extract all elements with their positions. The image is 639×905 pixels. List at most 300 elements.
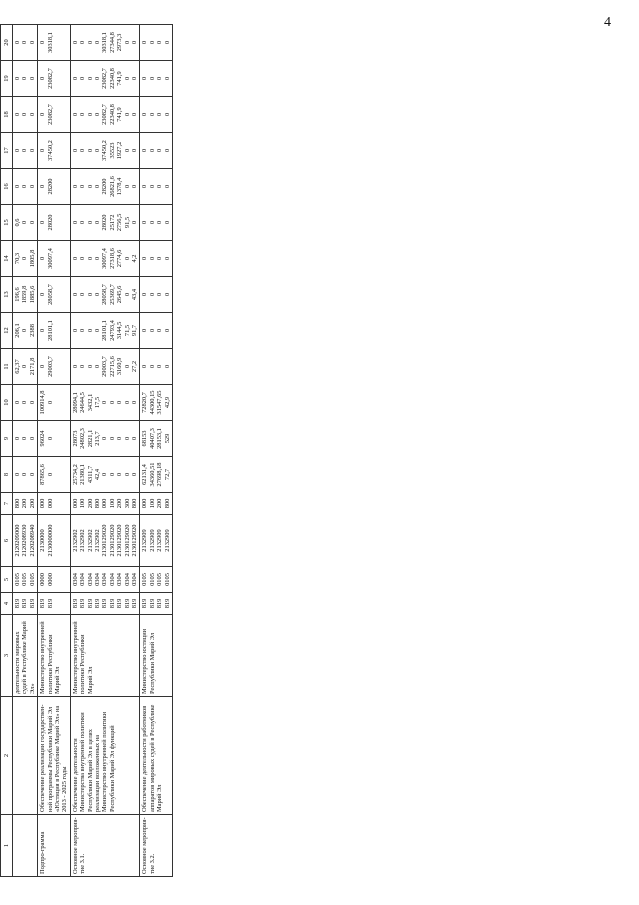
code-cell-csr xyxy=(140,515,173,567)
amount-value: 0 xyxy=(130,76,138,81)
year-cell-col-16 xyxy=(70,169,140,205)
amount-value: 0 xyxy=(148,76,156,81)
amount-value: 91,7 xyxy=(130,324,138,337)
year-cell-col-15 xyxy=(13,205,38,241)
amount-value: 0 xyxy=(156,112,164,117)
code-value: 0105 xyxy=(156,573,164,586)
code-value: 2132909 xyxy=(163,529,171,552)
amount-value: 0 xyxy=(46,436,54,441)
row-c1-text xyxy=(13,815,38,877)
amount-value: 2171,8 xyxy=(28,357,36,376)
amount-value: 0 xyxy=(14,76,21,81)
amount-value: 0 xyxy=(148,40,156,45)
amount-value: 0 xyxy=(28,220,36,225)
code-value: 819 xyxy=(116,598,124,609)
code-cell-rzpr xyxy=(38,567,71,593)
column-header-5: 5 xyxy=(1,567,13,593)
amount-value: 2388 xyxy=(28,324,36,337)
amount-value: 0 xyxy=(141,184,149,189)
table-row xyxy=(140,25,173,877)
amount-value: 0 xyxy=(79,184,87,189)
code-value: 819 xyxy=(39,598,47,609)
code-value: 200 xyxy=(21,498,29,509)
year-cell-col-19 xyxy=(70,61,140,97)
code-value: 000 xyxy=(101,498,109,509)
amount-value: 23082,7 xyxy=(46,104,54,125)
amount-value: 0 xyxy=(123,292,131,297)
amount-value: 0 xyxy=(71,220,79,225)
code-value: 300 xyxy=(123,498,131,509)
amount-value: 0 xyxy=(39,148,47,153)
amount-value: 30318,1 xyxy=(101,32,109,53)
amount-value: 0 xyxy=(71,328,79,333)
code-cell-rzpr xyxy=(13,567,38,593)
column-header-6: 6 xyxy=(1,515,13,567)
code-value: 2132909 xyxy=(148,529,156,552)
amount-value: 17,5 xyxy=(94,396,102,409)
code-cell-grbs xyxy=(13,593,38,615)
amount-value: 0 xyxy=(46,472,54,477)
amount-value: 37450,2 xyxy=(46,140,54,161)
year-cell-col-20 xyxy=(140,25,173,61)
amount-value: 0 xyxy=(86,184,94,189)
amount-value: 0 xyxy=(163,292,171,297)
table-row xyxy=(70,25,140,877)
amount-value: 0 xyxy=(14,184,21,189)
column-header-16: 16 xyxy=(1,169,13,205)
amount-value: 0 xyxy=(79,256,87,261)
amount-value: 0 xyxy=(141,76,149,81)
amount-value: 0 xyxy=(156,184,164,189)
year-cell-col-19 xyxy=(140,61,173,97)
year-cell-col-12 xyxy=(38,313,71,349)
amount-value: 0 xyxy=(79,364,87,369)
amount-value: 0 xyxy=(163,328,171,333)
amount-value: 0 xyxy=(14,148,21,153)
table-body xyxy=(13,25,173,877)
amount-value: 0 xyxy=(71,40,79,45)
year-cell-col-8 xyxy=(70,457,140,493)
amount-value: 0 xyxy=(39,184,47,189)
amount-value: 3432,1 xyxy=(86,393,94,412)
column-header-11: 11 xyxy=(1,349,13,385)
amount-value: 40407,3 xyxy=(148,428,156,449)
amount-value: 27,2 xyxy=(130,360,138,373)
code-value: 0105 xyxy=(21,573,29,586)
amount-value: 0 xyxy=(21,256,29,261)
column-number-row xyxy=(1,25,13,877)
amount-value: 1927,2 xyxy=(116,141,124,160)
amount-value: 2774,6 xyxy=(116,249,124,268)
amount-value: 0 xyxy=(156,328,164,333)
amount-value: 25369,7 xyxy=(108,284,116,305)
code-value: 2132909 xyxy=(141,529,149,552)
amount-value: 23082,7 xyxy=(101,68,109,89)
amount-value: 0 xyxy=(101,436,109,441)
amount-value: 28153,1 xyxy=(156,428,164,449)
amount-value: 0 xyxy=(14,472,21,477)
amount-value: 0 xyxy=(79,40,87,45)
amount-value: 28200 xyxy=(101,178,109,195)
row-c2-text: Обеспечение реализации государствен-ной программы Республики Марий Эл «Юстиция в Республике Марий Эл» на 2013 - 2025 годы xyxy=(38,697,71,815)
code-value: 200 xyxy=(116,498,124,509)
amount-value: 0 xyxy=(86,112,94,117)
code-value: 819 xyxy=(94,598,102,609)
amount-value: 0 xyxy=(39,256,47,261)
amount-value: 0 xyxy=(94,112,102,117)
column-header-1: 1 xyxy=(1,815,13,877)
amount-value: 71,5 xyxy=(123,324,131,337)
year-cell-col-10 xyxy=(140,385,173,421)
amount-value: 3160,9 xyxy=(116,357,124,376)
amount-value: 0 xyxy=(156,40,164,45)
row-c3-text: деятельности мировых судей в Республике Марий Эл» xyxy=(13,615,38,697)
column-header-18: 18 xyxy=(1,97,13,133)
amount-value: 0 xyxy=(79,292,87,297)
year-cell-col-12 xyxy=(13,313,38,349)
code-value: 2130129020 xyxy=(101,524,109,557)
year-cell-col-17 xyxy=(13,133,38,169)
amount-value: 0 xyxy=(28,436,36,441)
amount-value: 0 xyxy=(94,220,102,225)
amount-value: 0 xyxy=(130,40,138,45)
amount-value: 0 xyxy=(21,364,29,369)
year-cell-col-13 xyxy=(140,277,173,313)
code-cell-csr xyxy=(70,515,140,567)
code-value: 000 xyxy=(39,498,47,509)
amount-value: 0 xyxy=(130,184,138,189)
year-cell-col-20 xyxy=(13,25,38,61)
year-cell-col-13 xyxy=(70,277,140,313)
amount-value: 29003,7 xyxy=(46,356,54,377)
code-value: 2120208940 xyxy=(28,524,36,557)
code-value: 0105 xyxy=(28,573,36,586)
amount-value: 30318,1 xyxy=(46,32,54,53)
row-c2-text xyxy=(13,697,38,815)
amount-value: 43,4 xyxy=(130,288,138,301)
amount-value: 0 xyxy=(101,472,109,477)
year-cell-col-14 xyxy=(70,241,140,277)
code-value: 0105 xyxy=(148,573,156,586)
amount-value: 0 xyxy=(71,292,79,297)
amount-value: 29003,7 xyxy=(101,356,109,377)
year-cell-col-11 xyxy=(140,349,173,385)
amount-value: 0 xyxy=(79,220,87,225)
amount-value: 42,4 xyxy=(94,468,102,481)
code-cell-vr xyxy=(13,493,38,515)
code-value: 819 xyxy=(101,598,109,609)
row-c2-text: Обеспечение деятельности работников аппаратов мировых судей в Республике Марий Эл xyxy=(140,697,173,815)
amount-value: 0 xyxy=(39,364,47,369)
amount-value: 0 xyxy=(39,220,47,225)
column-header-20: 20 xyxy=(1,25,13,61)
year-cell-col-20 xyxy=(38,25,71,61)
code-value: 2130129020 xyxy=(123,524,131,557)
year-cell-col-16 xyxy=(13,169,38,205)
amount-value: 0 xyxy=(94,76,102,81)
year-cell-col-15 xyxy=(70,205,140,241)
code-value: 0304 xyxy=(94,573,102,586)
amount-value: 0 xyxy=(86,256,94,261)
amount-value: 0 xyxy=(130,400,138,405)
code-value: 819 xyxy=(148,598,156,609)
year-cell-col-8 xyxy=(140,457,173,493)
amount-value: 24644,5 xyxy=(79,392,87,413)
amount-value: 28058,7 xyxy=(46,284,54,305)
code-value: 800 xyxy=(163,498,171,509)
amount-value: 0 xyxy=(28,148,36,153)
amount-value: 0 xyxy=(123,364,131,369)
amount-value: 0 xyxy=(14,436,21,441)
amount-value: 27698,18 xyxy=(156,462,164,487)
table-row xyxy=(13,25,38,877)
amount-value: 0 xyxy=(86,364,94,369)
column-header-8: 8 xyxy=(1,457,13,493)
code-value: 100 xyxy=(108,498,116,509)
code-value: 0105 xyxy=(163,573,171,586)
amount-value: 0 xyxy=(156,220,164,225)
page-number: 4 xyxy=(604,15,611,30)
amount-value: 4311,7 xyxy=(86,465,94,484)
amount-value: 0 xyxy=(108,472,116,477)
amount-value: 87865,6 xyxy=(39,464,47,485)
year-cell-col-18 xyxy=(13,97,38,133)
year-cell-col-16 xyxy=(140,169,173,205)
row-c3-text: Министерство внутренней политики Республики Марий Эл xyxy=(70,615,140,697)
code-value: 819 xyxy=(28,598,36,609)
amount-value: 24802,3 xyxy=(79,428,87,449)
row-c1-text: Основное мероприя-тие 3.2. xyxy=(140,815,173,877)
amount-value: 213,7 xyxy=(94,431,102,446)
year-cell-col-11 xyxy=(70,349,140,385)
code-value: 819 xyxy=(71,598,79,609)
amount-value: 0 xyxy=(28,40,36,45)
amount-value: 2821,1 xyxy=(86,429,94,448)
amount-value: 0 xyxy=(141,256,149,261)
column-header-3: 3 xyxy=(1,615,13,697)
code-cell-csr xyxy=(38,515,71,567)
amount-value: 62,37 xyxy=(14,359,21,374)
year-cell-col-14 xyxy=(38,241,71,277)
amount-value: 28200 xyxy=(46,178,54,195)
code-cell-vr xyxy=(38,493,71,515)
code-value: 0000 xyxy=(39,573,47,586)
code-value: 0304 xyxy=(116,573,124,586)
amount-value: 28094,1 xyxy=(71,392,79,413)
amount-value: 1378,4 xyxy=(116,177,124,196)
code-cell-vr xyxy=(70,493,140,515)
amount-value: 2756,5 xyxy=(116,213,124,232)
amount-value: 0 xyxy=(86,40,94,45)
code-value: 0000 xyxy=(46,573,54,586)
year-cell-col-13 xyxy=(38,277,71,313)
amount-value: 0 xyxy=(86,148,94,153)
amount-value: 0 xyxy=(163,112,171,117)
amount-value: 25172 xyxy=(108,214,116,231)
amount-value: 0 xyxy=(79,112,87,117)
year-cell-col-13 xyxy=(13,277,38,313)
amount-value: 0 xyxy=(116,472,124,477)
amount-value: 37450,2 xyxy=(101,140,109,161)
code-cell-csr xyxy=(13,515,38,567)
amount-value: 0 xyxy=(156,76,164,81)
amount-value: 0 xyxy=(123,400,131,405)
amount-value: 0 xyxy=(148,184,156,189)
amount-value: 0 xyxy=(28,472,36,477)
column-header-13: 13 xyxy=(1,277,13,313)
amount-value: 0 xyxy=(156,148,164,153)
code-value: 100 xyxy=(79,498,87,509)
year-cell-col-8 xyxy=(13,457,38,493)
amount-value: 0 xyxy=(116,436,124,441)
amount-value: 0 xyxy=(79,76,87,81)
amount-value: 25734,2 xyxy=(71,464,79,485)
amount-value: 0 xyxy=(94,256,102,261)
amount-value: 22715,6 xyxy=(108,356,116,377)
column-header-15: 15 xyxy=(1,205,13,241)
amount-value: 0 xyxy=(21,436,29,441)
column-header-17: 17 xyxy=(1,133,13,169)
code-value: 2120208930 xyxy=(21,524,29,557)
amount-value: 0 xyxy=(148,112,156,117)
amount-value: 96024 xyxy=(39,430,47,447)
column-header-7: 7 xyxy=(1,493,13,515)
amount-value: 0 xyxy=(130,220,138,225)
amount-value: 0 xyxy=(156,292,164,297)
code-value: 800 xyxy=(130,498,138,509)
amount-value: 0 xyxy=(21,328,29,333)
amount-value: 0 xyxy=(21,40,29,45)
amount-value: 0 xyxy=(28,184,36,189)
year-cell-col-10 xyxy=(38,385,71,421)
amount-value: 34360,51 xyxy=(148,462,156,487)
amount-value: 0 xyxy=(148,220,156,225)
code-value: 819 xyxy=(156,598,164,609)
amount-value: 4,2 xyxy=(130,254,138,263)
amount-value: 3144,5 xyxy=(116,321,124,340)
amount-value: 0 xyxy=(148,328,156,333)
amount-value: 23082,7 xyxy=(46,68,54,89)
amount-value: 35523 xyxy=(108,142,116,159)
code-value: 000 xyxy=(71,498,79,509)
amount-value: 2645,6 xyxy=(116,285,124,304)
code-value: 2130129020 xyxy=(116,524,124,557)
amount-value: 30097,4 xyxy=(46,248,54,269)
amount-value: 0 xyxy=(94,364,102,369)
amount-value: 0 xyxy=(71,256,79,261)
amount-value: 0 xyxy=(21,472,29,477)
amount-value: 0 xyxy=(46,400,54,405)
code-value: 0304 xyxy=(79,573,87,586)
amount-value: 0 xyxy=(163,364,171,369)
amount-value: 24793,4 xyxy=(108,320,116,341)
code-value: 819 xyxy=(46,598,54,609)
amount-value: 22340,8 xyxy=(108,68,116,89)
year-cell-col-18 xyxy=(38,97,71,133)
amount-value: 28020 xyxy=(46,214,54,231)
year-cell-col-19 xyxy=(13,61,38,97)
column-header-10: 10 xyxy=(1,385,13,421)
amount-value: 0 xyxy=(123,472,131,477)
amount-value: 0 xyxy=(116,400,124,405)
amount-value: 0 xyxy=(39,76,47,81)
amount-value: 529 xyxy=(163,433,171,444)
code-value: 0304 xyxy=(108,573,116,586)
code-value: 2132902 xyxy=(71,529,79,552)
amount-value: 91,5 xyxy=(123,216,131,229)
amount-value: 27318,6 xyxy=(108,248,116,269)
amount-value: 1805,8 xyxy=(28,249,36,268)
amount-value: 0 xyxy=(130,472,138,477)
code-value: 2130129020 xyxy=(130,524,138,557)
amount-value: 1859,8 xyxy=(21,285,29,304)
amount-value: 0 xyxy=(86,328,94,333)
amount-value: 196,6 xyxy=(14,287,21,302)
amount-value: 0 xyxy=(28,112,36,117)
year-cell-col-15 xyxy=(140,205,173,241)
amount-value: 741,9 xyxy=(116,107,124,122)
amount-value: 0 xyxy=(94,148,102,153)
amount-value: 0 xyxy=(156,256,164,261)
amount-value: 0 xyxy=(14,40,21,45)
amount-value: 100914,8 xyxy=(39,390,47,415)
code-cell-rzpr xyxy=(70,567,140,593)
amount-value: 0 xyxy=(71,148,79,153)
amount-value: 0 xyxy=(141,112,149,117)
year-cell-col-17 xyxy=(140,133,173,169)
amount-value: 0 xyxy=(141,328,149,333)
row-c3-text: Министерство внутренней политики Республики Марий Эл xyxy=(38,615,71,697)
amount-value: 0 xyxy=(86,76,94,81)
code-value: 0105 xyxy=(141,573,149,586)
year-cell-col-16 xyxy=(38,169,71,205)
column-header-2: 2 xyxy=(1,697,13,815)
code-value: 000 xyxy=(141,498,149,509)
column-header-14: 14 xyxy=(1,241,13,277)
amount-value: 0 xyxy=(163,184,171,189)
rotated-table-container xyxy=(0,32,480,877)
code-value: 200 xyxy=(86,498,94,509)
code-value: 2132902 xyxy=(79,529,87,552)
column-header-4: 4 xyxy=(1,593,13,615)
code-cell-grbs xyxy=(38,593,71,615)
year-cell-col-17 xyxy=(38,133,71,169)
amount-value: 0,6 xyxy=(14,218,21,227)
amount-value: 44300,15 xyxy=(148,390,156,415)
year-cell-col-19 xyxy=(38,61,71,97)
amount-value: 0 xyxy=(28,400,36,405)
code-value: 0105 xyxy=(14,573,21,586)
amount-value: 0 xyxy=(130,436,138,441)
year-cell-col-17 xyxy=(70,133,140,169)
amount-value: 21380,1 xyxy=(79,464,87,485)
amount-value: 26821,6 xyxy=(108,176,116,197)
code-value: 2130129020 xyxy=(108,524,116,557)
amount-value: 0 xyxy=(156,364,164,369)
year-cell-col-12 xyxy=(140,313,173,349)
amount-value: 206,1 xyxy=(14,323,21,338)
amount-value: 28073 xyxy=(71,430,79,447)
amount-value: 0 xyxy=(123,112,131,117)
amount-value: 0 xyxy=(71,184,79,189)
amount-value: 0 xyxy=(39,328,47,333)
amount-value: 28101,1 xyxy=(101,320,109,341)
amount-value: 23082,7 xyxy=(101,104,109,125)
amount-value: 0 xyxy=(123,40,131,45)
amount-value: 0 xyxy=(123,436,131,441)
year-cell-col-8 xyxy=(38,457,71,493)
amount-value: 0 xyxy=(21,112,29,117)
